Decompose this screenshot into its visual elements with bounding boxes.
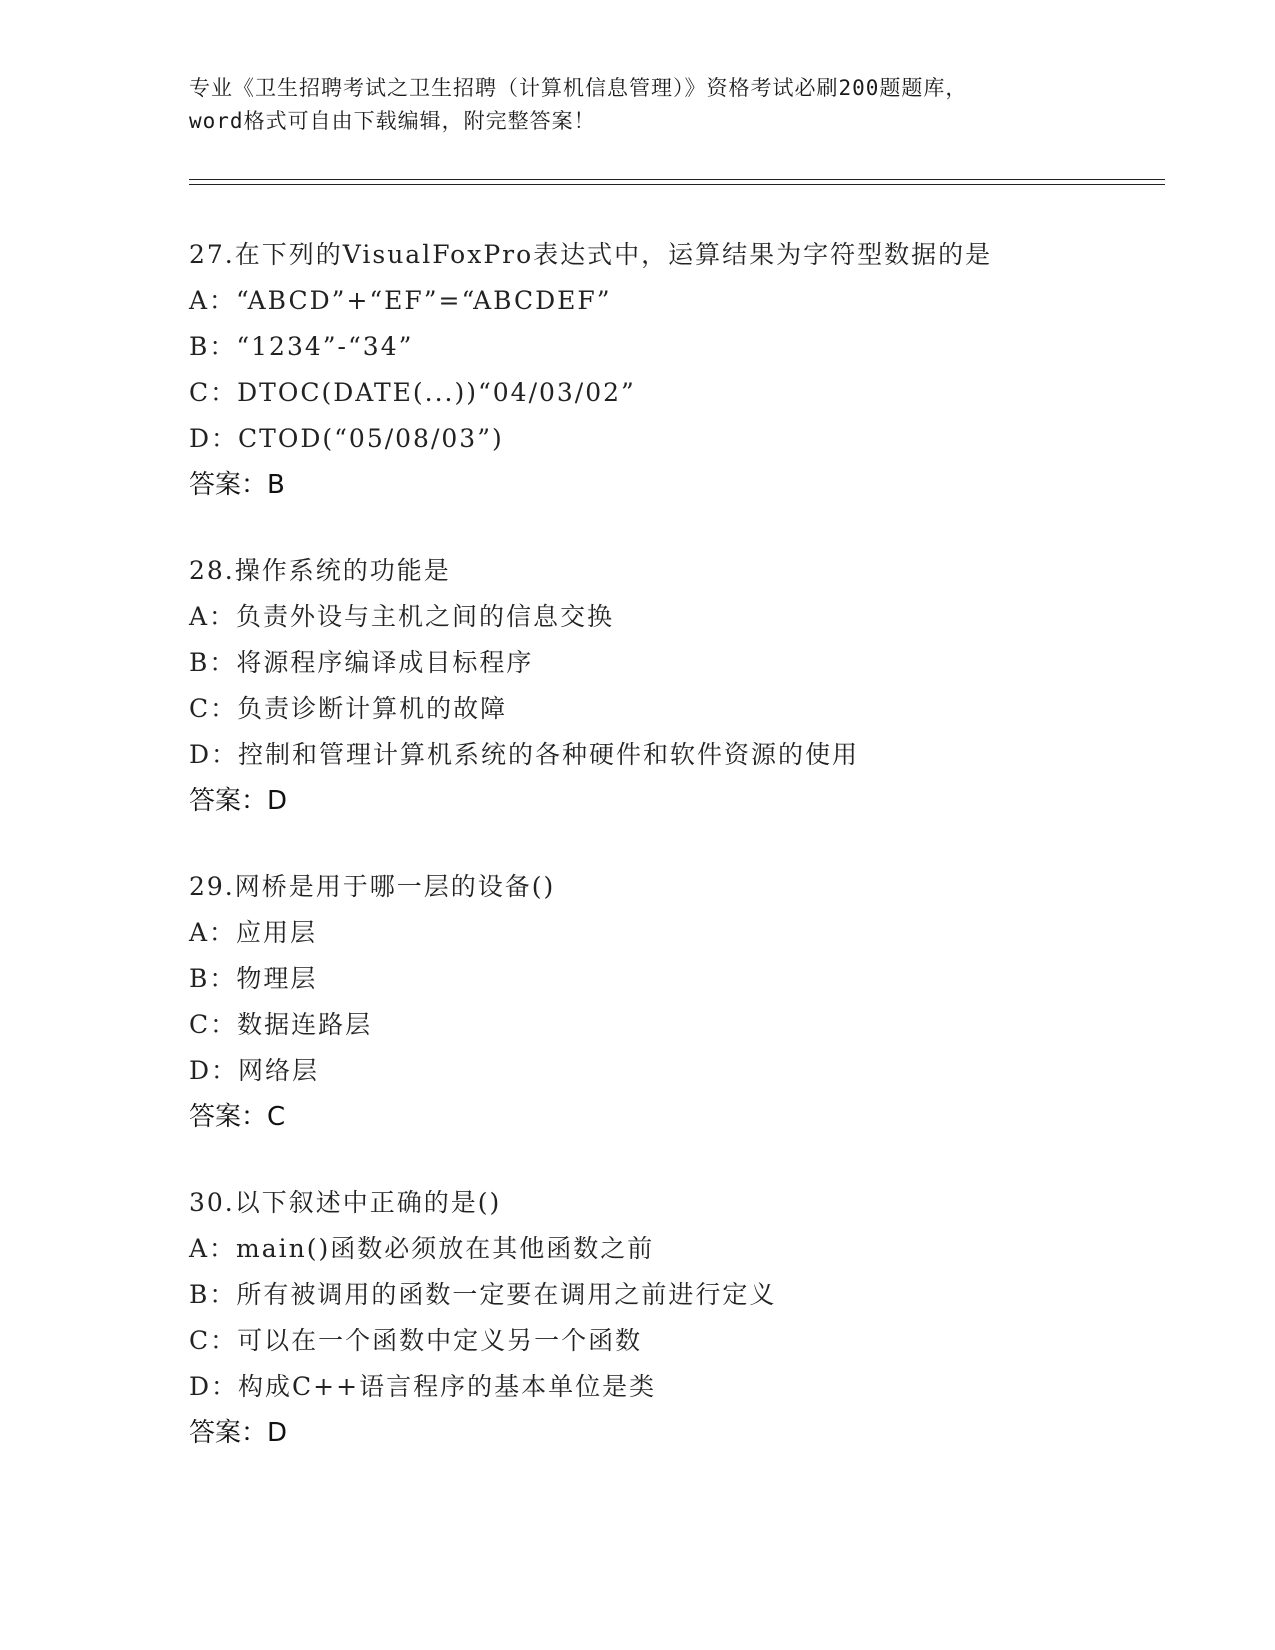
- option-a: A：应用层: [189, 918, 318, 947]
- option-c: C：负责诊断计算机的故障: [189, 694, 508, 723]
- option-d: D：构成C++语言程序的基本单位是类: [189, 1372, 657, 1401]
- option-d: D：网络层: [189, 1056, 320, 1085]
- option-c: C：DTOC(DATE(...))“04/03/02”: [189, 378, 636, 407]
- option-c: C：可以在一个函数中定义另一个函数: [189, 1326, 643, 1355]
- question-stem: 30.以下叙述中正确的是(): [189, 1188, 502, 1217]
- question-30: [189, 1180, 1189, 1456]
- option-a: A：main()函数必须放在其他函数之前: [189, 1234, 655, 1263]
- header-line-2: word格式可自由下载编辑，附完整答案！: [189, 109, 596, 133]
- question-list: [189, 232, 1189, 1496]
- question-stem: 27.在下列的VisualFoxPro表达式中，运算结果为字符型数据的是: [189, 240, 993, 269]
- question-28: [189, 548, 1189, 824]
- answer-label: 答案：D: [189, 1418, 288, 1448]
- header-line-1: 专业《卫生招聘考试之卫生招聘（计算机信息管理）》资格考试必刷200题题库，: [189, 76, 968, 100]
- option-b: B：所有被调用的函数一定要在调用之前进行定义: [189, 1280, 777, 1309]
- question-29: [189, 864, 1189, 1140]
- question-stem: 28.操作系统的功能是: [189, 556, 451, 585]
- answer-label: 答案：D: [189, 786, 288, 816]
- option-c: C：数据连路层: [189, 1010, 373, 1039]
- option-a: A：“ABCD”+“EF”=“ABCDEF”: [189, 286, 612, 315]
- document-header: [189, 72, 1089, 138]
- question-stem: 29.网桥是用于哪一层的设备(): [189, 872, 556, 901]
- option-a: A：负责外设与主机之间的信息交换: [189, 602, 615, 631]
- header-divider-top: [189, 179, 1165, 180]
- option-b: B：物理层: [189, 964, 318, 993]
- option-d: D：CTOD(“05/08/03”): [189, 424, 504, 453]
- option-b: B：将源程序编译成目标程序: [189, 648, 534, 677]
- answer-label: 答案：B: [189, 470, 285, 500]
- option-d: D：控制和管理计算机系统的各种硬件和软件资源的使用: [189, 740, 860, 769]
- option-b: B：“1234”-“34”: [189, 332, 414, 361]
- answer-label: 答案：C: [189, 1102, 286, 1132]
- question-27: [189, 232, 1189, 508]
- header-divider-bottom: [189, 184, 1165, 185]
